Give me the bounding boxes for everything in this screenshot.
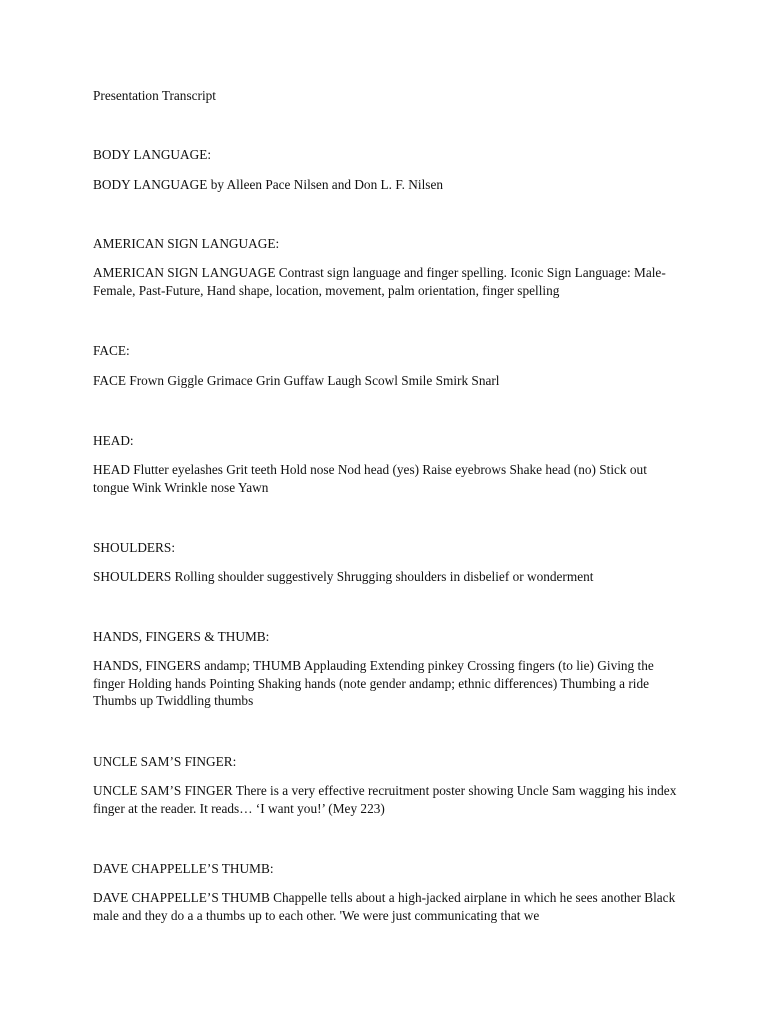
section-heading-dave-chappelles-thumb: DAVE CHAPPELLE’S THUMB: — [93, 861, 274, 876]
section-heading-american-sign-language: AMERICAN SIGN LANGUAGE: — [93, 236, 280, 251]
section-heading-hands-fingers-thumb: HANDS, FINGERS & THUMB: — [93, 629, 270, 644]
section-body-shoulders: SHOULDERS Rolling shoulder suggestively Shrugging shoulders in disbelief or wonderment — [93, 569, 594, 584]
section-heading-face: FACE: — [93, 343, 130, 358]
section-body-body-language: BODY LANGUAGE by Alleen Pace Nilsen and Don L. F. Nilsen — [93, 177, 444, 192]
section-body-dave-chappelles-thumb: DAVE CHAPPELLE’S THUMB Chappelle tells about a high-jacked airplane in which he sees another Black male and they do a a thumbs up to each other. 'We were just communicating that we — [93, 890, 676, 923]
section-heading-shoulders: SHOULDERS: — [93, 540, 176, 555]
document-title: Presentation Transcript — [93, 88, 216, 103]
section-body-american-sign-language: AMERICAN SIGN LANGUAGE Contrast sign language and finger spelling. Iconic Sign Language: Male-Female, Past-Future, Hand shape, location, movement, palm orientation, finger spelling — [93, 265, 666, 298]
section-heading-body-language: BODY LANGUAGE: — [93, 147, 212, 162]
section-body-hands-fingers-thumb: HANDS, FINGERS andamp; THUMB Applauding Extending pinkey Crossing fingers (to lie) Giving the finger Holding hands Pointing Shaking hands (note gender andamp; ethnic differences) Thumbing a ride Thumbs up Twiddling thumbs — [93, 658, 654, 708]
section-body-head: HEAD Flutter eyelashes Grit teeth Hold nose Nod head (yes) Raise eyebrows Shake head (no) Stick out tongue Wink Wrinkle nose Yawn — [93, 462, 647, 495]
section-heading-uncle-sams-finger: UNCLE SAM’S FINGER: — [93, 754, 237, 769]
section-body-uncle-sams-finger: UNCLE SAM’S FINGER There is a very effective recruitment poster showing Uncle Sam wagging his index finger at the reader. It reads… ‘I want you!’ (Mey 223) — [93, 783, 677, 816]
section-body-face: FACE Frown Giggle Grimace Grin Guffaw Laugh Scowl Smile Smirk Snarl — [93, 373, 500, 388]
section-heading-head: HEAD: — [93, 433, 134, 448]
